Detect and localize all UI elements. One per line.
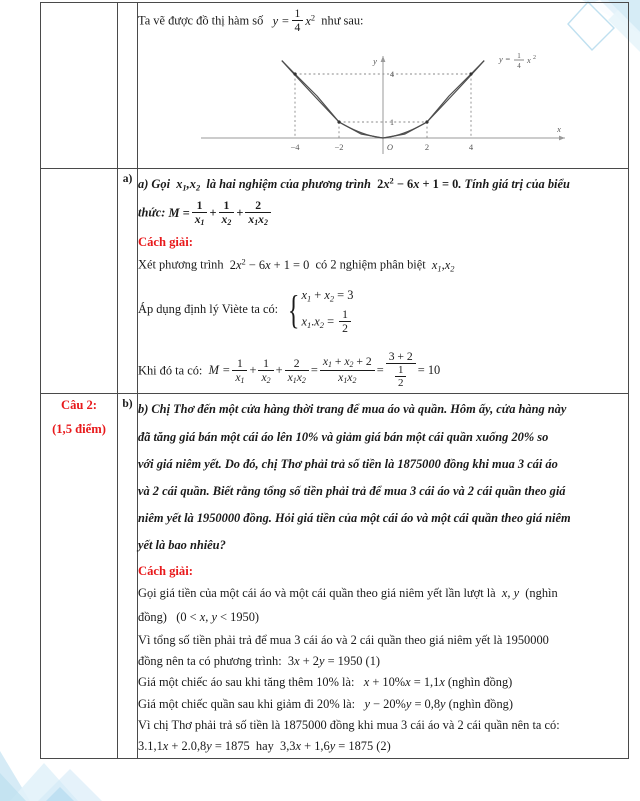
prompt-a-expr-head: thức: xyxy=(138,205,166,220)
part-label-a: a) xyxy=(122,173,133,186)
part-label-b: b) xyxy=(122,398,133,411)
sol-b-line6-tail: (nghìn đồng) xyxy=(448,696,513,711)
solution-heading-a: Cách giải: xyxy=(138,235,193,250)
cell-content-graph xyxy=(138,3,629,169)
curve-label-x: x xyxy=(527,55,531,66)
prompt-part-a-line1 xyxy=(138,172,628,196)
prompt-a-tail: . Tính giá trị của biểu xyxy=(458,177,570,192)
system-brace: { xyxy=(288,287,300,333)
frac-sum-over-product: $\frac{x_1 + x_2 + 2}{x_1x_2}$ xyxy=(320,355,375,386)
cell-question-label-cau2 xyxy=(41,394,118,759)
y-axis-arrow xyxy=(381,56,386,62)
x-tick-label-minus4: −4 xyxy=(290,142,300,153)
result-den-den: 2 xyxy=(395,376,406,389)
sol-b-shirt-price-equation: x + 10%x = 1,1x xyxy=(363,675,445,690)
result-den-num: 1 xyxy=(397,363,404,376)
solution-table xyxy=(40,2,629,759)
cell-part-label-row1 xyxy=(118,3,138,169)
root-x1: x xyxy=(176,177,183,192)
result-denominator-fraction xyxy=(395,364,406,390)
solution-b-line7: Vì chị Thơ phải trả số tiền là 1875000 đồng khi mua 3 cái áo và 2 cái quần nên ta có: xyxy=(138,717,560,732)
graph-function-expression xyxy=(272,7,316,35)
sol-b-line6-head: Giá một chiếc quần sau khi giảm đi 20% là: xyxy=(138,696,356,711)
table-row xyxy=(41,3,629,169)
sol-b-line5-head: Giá một chiếc áo sau khi tăng thêm 10% là: xyxy=(138,675,355,690)
sol-b-line5-tail: (nghìn đồng) xyxy=(447,675,513,690)
sol-b-line2-head: đồng) xyxy=(138,609,167,624)
viete-product-den: 2 xyxy=(339,321,351,335)
step2-head: Áp dụng định lý Viète ta có: xyxy=(138,302,279,317)
final-M-label: M = xyxy=(208,363,231,378)
curve-label-den: 4 xyxy=(517,62,521,71)
parabola-graph-container xyxy=(138,38,628,168)
cell-question-label-row2 xyxy=(41,169,118,394)
solution-b-line2 xyxy=(138,608,628,627)
solution-b-line5 xyxy=(138,673,628,692)
solution-a-step1 xyxy=(138,255,628,275)
y-tick-label-4: 4 xyxy=(389,69,395,80)
final-M-computation: M = $\frac{1}{x_1}$ + $\frac{1}{x_2}$ + $\frac{2}{x_1x_2}$ = $\frac{x_1 + x_2 + 2}{x_1x_2}$ = $\frac{3 + 2}{\frac{1}{2}}$ = 10 xyxy=(208,349,441,390)
frac-1-over-x1: $\frac{1}{x_1}$ xyxy=(192,199,208,228)
frac-1-over-x2: $\frac{1}{x_2}$ xyxy=(219,199,235,228)
frac-2-over-x1x2: $\frac{2}{x_1x_2}$ xyxy=(245,199,271,228)
point-m2-1 xyxy=(337,120,340,123)
parabola-chart xyxy=(183,42,583,162)
point-m4-4 xyxy=(293,72,296,75)
graph-intro-line xyxy=(138,7,628,34)
function-fraction xyxy=(292,7,304,34)
origin-label: O xyxy=(386,142,394,153)
root-x2: x xyxy=(189,177,196,192)
solution-b-line3: Vì tổng số tiền phải trả để mua 3 cái áo và 2 cái quần theo giá niêm yết là 1950000 xyxy=(138,632,549,647)
question-number-label: Câu 2: xyxy=(60,398,98,413)
sol-b-equation-2b: 3,3x + 1,6y = 1875 (2) xyxy=(280,738,391,753)
x-tick-label-minus2: −2 xyxy=(334,142,344,153)
final-result-value: = 10 xyxy=(417,363,441,378)
solution-heading-b: Cách giải: xyxy=(138,564,193,579)
solution-a-step2 xyxy=(138,285,628,336)
curve-label-exp: 2 xyxy=(533,55,536,62)
cell-part-label-a xyxy=(118,169,138,394)
prompt-a-roots: $x_1,x_2$ xyxy=(176,177,201,193)
x-axis-label: x xyxy=(557,124,561,135)
function-fraction-numerator: 1 xyxy=(294,7,301,20)
point-2-1 xyxy=(425,120,428,123)
cell-question-label-row1 xyxy=(41,3,118,169)
sol-b-equation-1: 3x + 2y = 1950 (1) xyxy=(287,654,381,669)
sol-b-line1-text: Gọi giá tiền của một cái áo và một cái quần theo giá niêm yết lần lượt là xyxy=(138,586,496,601)
sol-b-line4-head: đồng nên ta có phương trình: xyxy=(138,654,282,669)
sol-b-condition: (0 < x, y < 1950) xyxy=(176,609,260,624)
sol-b-line1-tail: (nghìn xyxy=(525,586,558,601)
prompt-a-mid: là hai nghiệm của phương trình xyxy=(206,177,371,192)
graph-intro-tail: như sau: xyxy=(321,13,364,28)
solution-a-step3 xyxy=(138,350,628,390)
function-fraction-denominator: 4 xyxy=(292,20,304,34)
prompt-b-line-2: đã tăng giá bán một cái áo lên 10% và giảm giá bán một cái quần xuống 20% so xyxy=(138,429,549,444)
root-x2-sub: 2 xyxy=(195,182,201,193)
solution-b-line4 xyxy=(138,652,628,671)
prompt-b-line-6: yết là bao nhiêu? xyxy=(138,538,226,553)
y-axis-label: y xyxy=(373,56,377,67)
system-lines xyxy=(301,285,353,336)
result-numerator: 3 + 2 xyxy=(388,349,413,363)
step1-roots: $x_1,x_2$ xyxy=(431,257,455,274)
viete-product-num: 1 xyxy=(342,307,348,321)
x-tick-label-4: 4 xyxy=(468,142,474,153)
solution-b-line6 xyxy=(138,695,628,714)
viete-sum-equation: $x_1 + x_2 = 3$ xyxy=(301,288,354,304)
curve-label-num: 1 xyxy=(517,52,521,61)
curve-equation-label xyxy=(498,52,536,70)
sol-b-pants-price-equation: y − 20%y = 0,8y xyxy=(364,696,446,711)
root-x1-sub: 1 xyxy=(182,182,187,193)
point-4-4 xyxy=(469,72,472,75)
table-row xyxy=(41,169,629,394)
function-variable: x xyxy=(305,13,311,28)
sol-b-variables: x, y xyxy=(501,586,520,601)
prompt-part-a-line2 xyxy=(138,199,628,228)
cell-content-part-a xyxy=(138,169,629,394)
table-row xyxy=(41,394,629,759)
sol-b-line8-mid: hay xyxy=(255,738,274,753)
viete-system xyxy=(284,285,353,336)
graph-intro-text: Ta vẽ được đồ thị hàm số xyxy=(138,13,264,28)
y-tick-label-1: 1 xyxy=(389,117,395,128)
solution-b-line8 xyxy=(138,737,628,756)
cell-part-label-b xyxy=(118,394,138,759)
viete-product-equation: $x_1.x_2$ = $\frac{1}{2}$ xyxy=(301,307,353,336)
prompt-b-line-3: với giá niêm yết. Do đó, chị Thơ phải trả số tiền là 1875000 đồng khi mua 3 cái áo xyxy=(138,456,558,471)
function-y-label: y = xyxy=(272,13,290,28)
prompt-b-line-4: và 2 cái quần. Biết rằng tổng số tiền phải trả để mua 3 cái áo và 2 cái quần theo giá xyxy=(138,483,566,498)
sol-b-equation-2a: 3.1,1x + 2.0,8y = 1875 xyxy=(138,738,250,753)
prompt-b-line-5: niêm yết là 1950000 đồng. Hỏi giá tiền của một cái áo và một cái quần theo giá niêm xyxy=(138,511,571,526)
x-axis-arrow xyxy=(559,136,565,141)
function-exponent: 2 xyxy=(310,12,316,23)
expression-M-label: M = xyxy=(168,205,190,220)
prompt-b-line-1: b) Chị Thơ đến một cửa hàng thời trang để mua áo và quần. Hôm ấy, cửa hàng này xyxy=(138,402,567,417)
curve-label-y: y = xyxy=(499,54,511,65)
step1-tail: có 2 nghiệm phân biệt xyxy=(315,257,426,272)
prompt-a-head: a) Gọi xyxy=(138,177,171,192)
expression-M-definition: M = $\frac{1}{x_1}$ + $\frac{1}{x_2}$ + $\frac{2}{x_1x_2}$ xyxy=(169,206,273,220)
cell-content-part-b xyxy=(138,394,629,759)
frac-numeric-result xyxy=(386,350,416,390)
question-points-label: (1,5 điểm) xyxy=(52,421,106,436)
exam-sheet xyxy=(40,2,625,795)
step3-head: Khi đó ta có: xyxy=(138,363,203,378)
x-tick-label-2: 2 xyxy=(424,142,430,153)
step1-equation: $2x^2 - 6x + 1 = 0$ xyxy=(229,256,310,272)
viete-product-fraction xyxy=(339,308,351,335)
step1-head: Xét phương trình xyxy=(138,257,224,272)
solution-b-line1 xyxy=(138,584,628,603)
prompt-a-equation: $2x^2 - 6x + 1 = 0$ xyxy=(377,175,459,192)
